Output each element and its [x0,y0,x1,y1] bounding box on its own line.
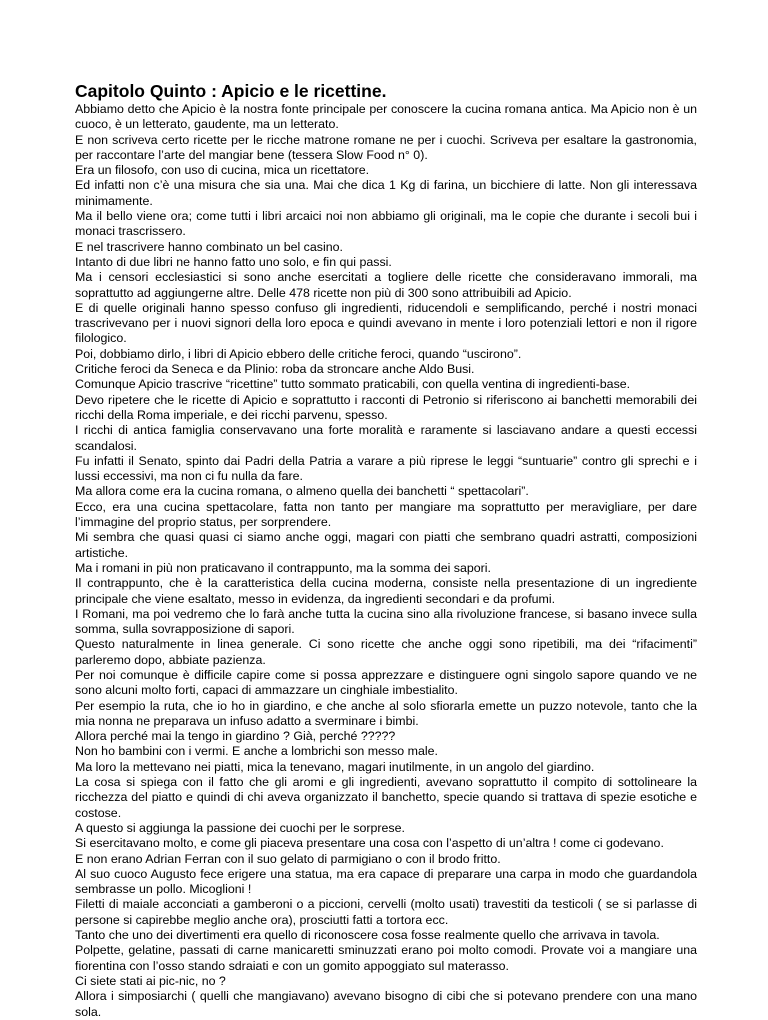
paragraph: Il contrappunto, che è la caratteristica della cucina moderna, consiste nella presentazione di un ingrediente principale che viene esaltato, messo in evidenza, da ingredienti secondari e da profumi. [75,576,697,606]
paragraph: Ci siete stati ai pic-nic, no ? [75,973,226,988]
paragraph: I ricchi di antica famiglia conservavano una forte moralità e raramente si lasciavano andare a questi eccessi scandalosi. [75,423,697,453]
paragraph: Si esercitavano molto, e come gli piaceva presentare una cosa con l’aspetto di un’altra ! come ci godevano. [75,836,664,851]
paragraph: Non ho bambini con i vermi. E anche a lombrichi son messo male. [75,744,438,759]
paragraph: Abbiamo detto che Apicio è la nostra fonte principale per conoscere la cucina romana antica. Ma Apicio non è un cuoco, è un letterato, gaudente, ma un letterato. [75,102,697,132]
paragraph: Ed infatti non c’è una misura che sia una. Mai che dica 1 Kg di farina, un bicchiere di latte. Non gli interessava minimamente. [75,178,697,208]
paragraph: Allora perché mai la tengo in giardino ? Già, perché ????? [75,729,396,744]
paragraph: Poi, dobbiamo dirlo, i libri di Apicio ebbero delle critiche feroci, quando “uscirono”. [75,346,522,361]
paragraph: La cosa si spiega con il fatto che gli aromi e gli ingredienti, avevano soprattutto il compito di sottolineare la ricchezza del piatto e quindi di chi aveva organizzato il banchetto, specie quando si trattava di spezie esotiche e costose. [75,775,697,820]
paragraph: Questo naturalmente in linea generale. Ci sono ricette che anche oggi sono ripetibili, ma dei “rifacimenti” parleremo dopo, abbiate pazienza. [75,637,697,667]
paragraph: Al suo cuoco Augusto fece erigere una statua, ma era capace di preparare una carpa in modo che guardandola sembrasse un pollo. Micoglioni ! [75,866,697,897]
paragraph: Era un filosofo, con uso di cucina, mica un ricettatore. [75,163,370,178]
paragraph: Ma il bello viene ora; come tutti i libri arcaici noi non abbiamo gli originali, ma le copie che durante i secoli bui i monaci trascrissero. [75,209,697,239]
paragraph: Allora i simposiarchi ( quelli che mangiavano) avevano bisogno di cibi che si potevano prendere con una mano sola. [75,989,697,1019]
paragraph: E non scriveva certo ricette per le ricche matrone romane ne per i cuochi. Scriveva per esaltare la gastronomia, per raccontare l’arte del mangiar bene (tessera Slow Food n° 0). [75,132,697,162]
paragraph: E di quelle originali hanno spesso confuso gli ingredienti, riducendoli e semplificando, perché i nostri monaci trascrivevano per i nuovi signori della loro epoca e quindi avevano in mente i loro potenziali lettori e non il rigore filologico. [75,300,697,346]
paragraph: Per noi comunque è difficile capire come si possa apprezzare e distinguere ogni singolo sapore quando ve ne sono alcuni molto forti, capaci di ammazzare un cinghiale imbestialito. [75,667,697,698]
paragraph: Devo ripetere che le ricette di Apicio e soprattutto i racconti di Petronio si riferiscono ai banchetti memorabili dei ricchi della Roma imperiale, e dei ricchi parvenu, spesso. [75,392,697,422]
paragraph: Per esempio la ruta, che io ho in giardino, e che anche al solo sfiorarla emette un puzzo notevole, tanto che la mia nonna ne preparava un infuso adatto a sverminare i bimbi. [75,698,697,728]
paragraph: A questo si aggiunga la passione dei cuochi per le sorprese. [75,820,405,835]
document-page [75,81,697,1020]
paragraph: Polpette, gelatine, passati di carne manicaretti sminuzzati erano poi molto comodi. Provate voi a mangiare una fiorentina con l’osso stando sdraiati e con un gomito appoggiato sul materasso. [75,943,697,973]
paragraph: Ma loro la mettevano nei piatti, mica la tenevano, magari inutilmente, in un angolo del giardino. [75,759,595,774]
paragraph: Critiche feroci da Seneca e da Plinio: roba da stroncare anche Aldo Busi. [75,362,475,377]
paragraph: Ma allora come era la cucina romana, o almeno quella dei banchetti “ spettacolari”. [75,484,529,499]
paragraph: Filetti di maiale acconciati a gamberoni o a piccioni, cervelli (molto usati) travestiti da testicoli ( se si parlasse di persone si capirebbe meglio anche ora), prosciutti fatti a tortora ecc. [75,897,697,927]
paragraph: Intanto di due libri ne hanno fatto uno solo, e fin qui passi. [75,254,392,269]
paragraph: Ma i romani in più non praticavano il contrappunto, ma la somma dei sapori. [75,560,491,575]
paragraph: Ma i censori ecclesiastici si sono anche esercitati a togliere delle ricette che consideravano immorali, ma soprattutto ad aggiungerne altre. Delle 478 ricette non più di 300 sono attribuibili ad Apicio. [75,270,697,300]
paragraph: I Romani, ma poi vedremo che lo farà anche tutta la cucina sino alla rivoluzione francese, si basano invece sulla somma, sulla sovrapposizione di sapori. [75,606,697,637]
chapter-title: Capitolo Quinto : Apicio e le ricettine. [75,81,387,101]
paragraph: Ecco, era una cucina spettacolare, fatta non tanto per mangiare ma soprattutto per meravigliare, per dare l’immagine del proprio status, per sorprendere. [75,499,697,530]
paragraph: Tanto che uno dei divertimenti era quello di riconoscere cosa fosse realmente quello che arrivava in tavola. [75,928,660,943]
paragraph: E nel trascrivere hanno combinato un bel casino. [75,239,343,254]
paragraph: E non erano Adrian Ferran con il suo gelato di parmigiano o con il brodo fritto. [75,851,501,866]
paragraph: Mi sembra che quasi quasi ci siamo anche oggi, magari con piatti che sembrano quadri astratti, composizioni artistiche. [75,530,697,560]
paragraph: Comunque Apicio trascrive “ricettine” tutto sommato praticabili, con quella ventina di ingredienti-base. [75,377,631,392]
paragraph: Fu infatti il Senato, spinto dai Padri della Patria a varare a più riprese le leggi “suntuarie” contro gli sprechi e i lussi eccessivi, ma non ci fu nulla da fare. [75,453,697,484]
body-text [75,102,697,1020]
